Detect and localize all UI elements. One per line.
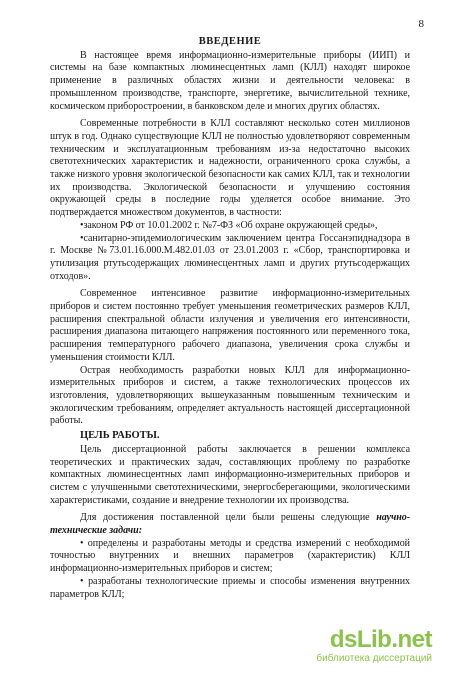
paragraph-3: Современное интенсивное развитие информационно-измерительных приборов и систем постоянно требует уменьшения геометрических размеров КЛЛ, расширения спектральной области излучения и увеличения его интенсивности, расширения диапазона питающего напряжения постоянного или переменного тока, расширения температурного рабочего диапазона, увеличения срока службы и уменьшения стоимости КЛЛ. (50, 288, 410, 363)
tasks-lead-emphasis: научно-технические задачи: (50, 512, 410, 537)
page-content (50, 36, 410, 601)
bullet-sanitary: •санитарно-эпидемиологическим заключением центра Госсанэпиднадзора в г. Москве №73.01.16.000.М.482.01.03 от 23.01.2003 г. «Сбор, транспортировка и утилизация ртутьсодержащих люминесцентных ламп и других ртутьсодержащих отходов». (50, 232, 410, 282)
section-title: ВВЕДЕНИЕ (198, 36, 262, 47)
paragraph-4: Острая необходимость разработки новых КЛЛ для информационно-измерительных приборов и систем, а также технологических процессов их изготовления, удовлетворяющих вышеуказанным повышенным техническим и экологическим требованиям, определяет актуальность настоящей диссертационной работы. (50, 364, 410, 427)
page-number: 8 (418, 18, 424, 30)
watermark-logo: dsLib.net (329, 626, 432, 653)
task-item-1: • определены и разработаны методы и средства измерений с необходимой точностью внутренних и внешних параметров (характеристик) КЛЛ информационно-измерительных приборов и систем; (50, 537, 410, 575)
bullet-law: •законом РФ от 10.01.2002 г. №7-ФЗ «Об охране окружающей среды», (80, 219, 378, 231)
tasks-lead-text: Для достижения поставленной цели были решены следующие (80, 512, 377, 524)
watermark-subtitle: библиотека диссертаций (316, 653, 432, 664)
goal-heading: ЦЕЛЬ РАБОТЫ. (80, 430, 160, 442)
goal-paragraph: Цель диссертационной работы заключается в решении комплекса теоретических и практических задач, составляющих проблему по разработке компактных люминесцентных ламп информационно-измерительных приборов и систем с улучшенными светотехническими, энергосберегающими, экологическими характеристиками, создание и внедрение технологии их производства. (50, 443, 410, 506)
task-item-2: • разработаны технологические приемы и способы изменения внутренних параметров КЛЛ; (50, 575, 410, 600)
watermark (298, 626, 438, 666)
tasks-lead (50, 512, 410, 537)
paragraph-2: Современные потребности в КЛЛ составляют несколько сотен миллионов штук в год. Однако существующие КЛЛ не полностью удовлетворяют современным техническим и эксплуатационным требованиям из-за недостаточно высоких светотехнических характеристик и надежности, ограниченного срока службы, а также низкого уровня экологической безопасности как самих КЛЛ, так и технологии их производства. Экологической безопасности и улучшению состояния окружающей среды в последние годы уделяется особое внимание. Это подтверждается множеством документов, в частности: (50, 118, 410, 219)
paragraph-1: В настоящее время информационно-измерительные приборы (ИИП) и системы на базе компактных люминесцентных ламп (КЛЛ) находят широкое применение в различных областях жизни и деятельности человека: в промышленном производстве, транспорте, энергетике, вычислительной технике, космическом приборостроении, в банковском деле и многих других областях. (50, 49, 410, 112)
